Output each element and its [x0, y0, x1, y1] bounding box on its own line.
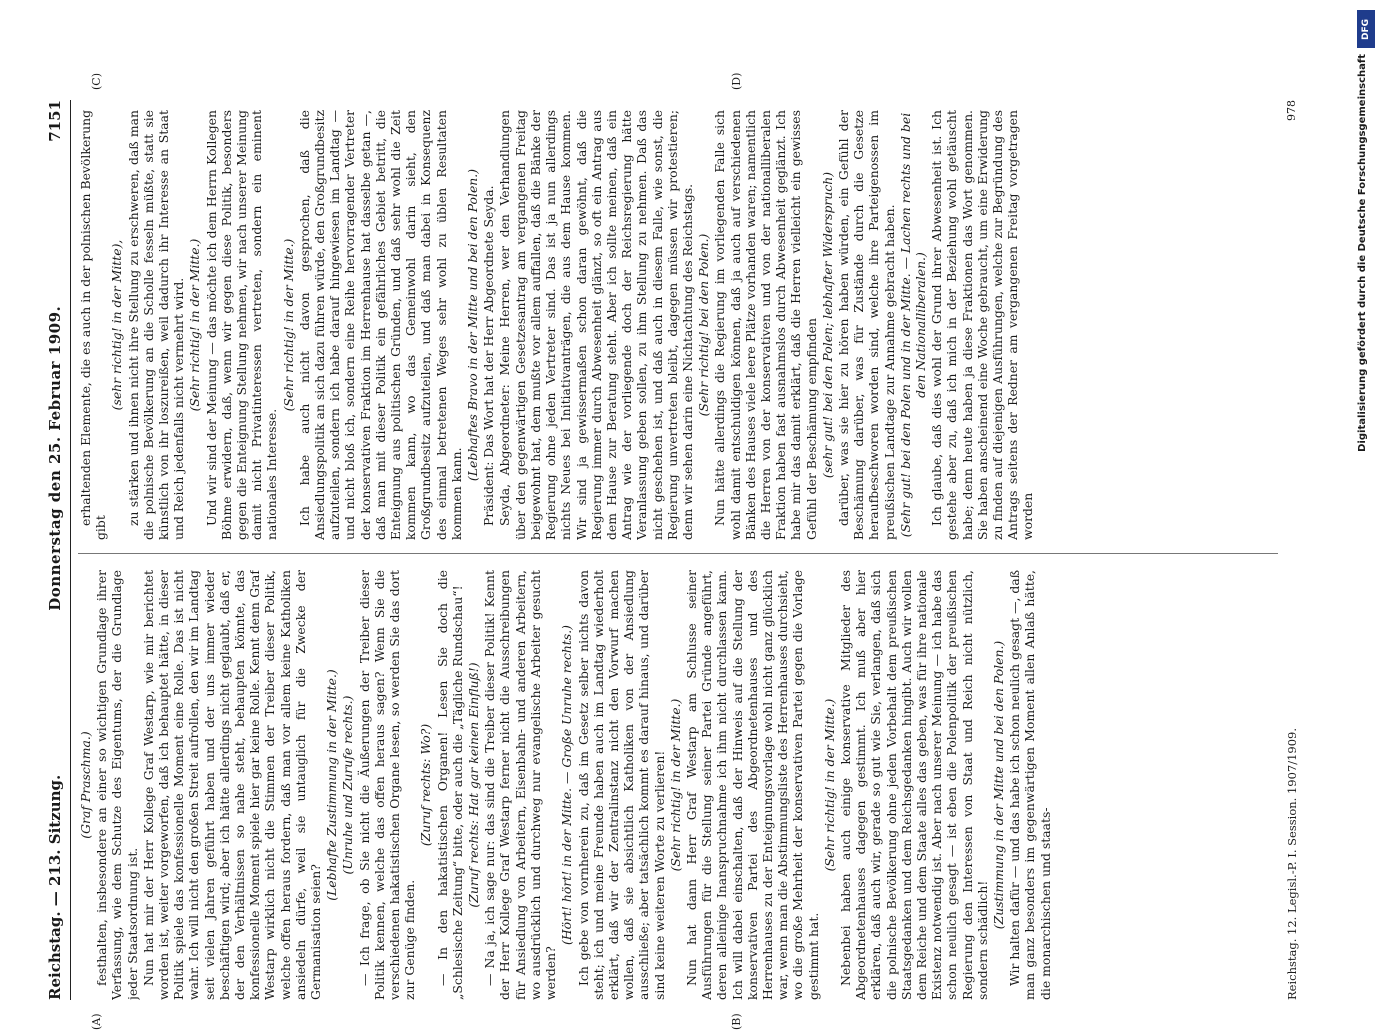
paragraph: (Hört! hört! in der Mitte. — Große Unruhe rechts.): [559, 624, 575, 946]
page-footer: [1285, 100, 1299, 1000]
header-left: Reichstag. — 213. Sitzung.: [46, 774, 64, 1000]
margin-mark-a: (A): [90, 1013, 103, 1030]
page-header: [40, 100, 71, 1000]
paragraph: Nebenbei haben auch einige konservative Mitglieder des Abgeordnetenhauses dagegen gestimmt. Ich muß aber hier erklären, daß auch wir, gerade so gut wie Sie, verlangen, daß sich die polnische Bevölkerung ohne jeden Vorbehalt dem preußischen Staatsgedanken und dem Reichsgedanken hingibt. Auch wir wollen dem Reiche und dem Staate alles das geben, was für ihre nationale Existenz notwendig ist. Aber nach unserer Meinung — ich habe das schon neulich gesagt — ist eben die Polenpolitik der preußischen Regierung den Interessen von Staat und Reich nicht nützlich, sondern schädlich!: [837, 570, 990, 1000]
dfg-logo: DFG: [1357, 10, 1375, 48]
paragraph: (Lebhaftes Bravo in der Mitte und bei den Polen.): [465, 168, 481, 482]
paragraph: (Lebhafte Zustimmung in der Mitte.): [324, 669, 340, 901]
paragraph: (Sehr richtig! in der Mitte.): [667, 698, 683, 872]
paragraph: Seyda, Abgeordneter: Meine Herren, wer den Verhandlungen über den gegenwärtigen Gesetzesantrag am vergangenen Freitag beigewohnt hat, dem mußte vor allem auffallen, daß die Bänke der Regierung ohne jeden Vertreter sind. Das ist ja nun allerdings nichts Neues bei Initiativanträgen, die aus dem Hause kommen. Wir sind ja gewissermaßen schon daran gewöhnt, daß die Regierung immer durch Abwesenheit glänzt, so oft ein Antrag aus dem Hause zur Beratung steht. Aber ich sollte meinen, daß ein Antrag wie der vorliegende doch der Reichsregierung hätte Veranlassung geben sollen, zu ihm Stellung zu nehmen. Daß das nicht geschehen ist, und daß auch in diesem Falle, wie sonst, die Regierung unvertreten bleibt, dagegen müssen wir protestieren; denn wir sehen darin eine Nichtachtung des Reichstags.: [497, 110, 695, 540]
paragraph: Präsident: Das Wort hat der Herr Abgeordnete Seyda.: [481, 185, 497, 526]
paragraph: Und wir sind der Meinung — das möchte ich dem Herrn Kollegen Böhme erwidern, daß, wenn wir gegen diese Politik, besonders gegen die Enteignung Stellung nehmen, wir nach unserer Meinung damit nicht Privatinteressen vertreten, sondern ein eminent nationales Interesse.: [203, 110, 280, 540]
paragraph: (Graf Praschma.): [78, 731, 93, 839]
column-divider: [78, 553, 1278, 554]
digitization-credit: [1355, 10, 1377, 990]
paragraph: zu stärken und ihnen nicht ihre Stellung zu erschweren, daß man die polnische Bevölkerung an die Scholle fesseln müßte, statt sie künstlich von ihr loszureißen, weil dadurch ihr Interesse an Staat und Reich jedenfalls nicht vermehrt wird.: [125, 110, 187, 540]
paragraph: (Unruhe und Zurufe rechts.): [340, 695, 356, 875]
margin-mark-d: (D): [730, 72, 743, 90]
paragraph: Nun hätte allerdings die Regierung im vorliegenden Falle sich wohl damit entschuldigen können, daß ja auch auf verschiedenen Bänken des Hauses viele leere Plätze vorhanden waren; namentlich die Herren von der konservativen und von der nationalliberalen Fraktion haben fast ausnahmslos durch Abwesenheit geglänzt. Ich habe mir das damit erklärt, daß die Herren vielleicht ein gewisses Gefühl der Beschämung empfinden: [712, 110, 819, 540]
paragraph: Wir halten dafür — und das habe ich schon neulich gesagt —, daß man ganz besonders im gegenwärtigen Moment allen Anlaß hätte, die monarchischen und staats-: [1007, 570, 1053, 1000]
paragraph: (Sehr richtig! in der Mitte.): [280, 238, 296, 412]
right-column: [78, 110, 1278, 540]
paragraph: (Sehr gut! bei den Polen und in der Mitte. — Lachen rechts und bei den Nationalliberalen.): [897, 112, 928, 538]
paragraph: festhalten, insbesondere an einer so wichtigen Grundlage ihrer Verfassung, wie dem Schutze des Eigentums, der die Grundlage jeder Staatsordnung ist.: [94, 570, 140, 1000]
paragraph: — In den hakatistischen Organen! Lesen Sie doch die „Schlesische Zeitung“ bitte, oder auch die „Tägliche Rundschau“!: [434, 570, 465, 1000]
paragraph: Ich gebe von vornherein zu, daß im Gesetz selber nichts davon steht; ich und meine Freunde haben auch im Landtag wiederholt erklärt, daß wir der Zentralinstanz nicht den Vorwurf machen wollen, daß sie absichtlich Katholiken von der Ansiedlung ausschließe; aber tatsächlich kommt es darauf hinaus, und darüber sind keine weiteren Worte zu verlieren!: [575, 570, 667, 1000]
paragraph: (Sehr richtig! bei den Polen.): [696, 233, 712, 417]
margin-mark-b: (B): [730, 1013, 743, 1030]
footer-session: Reichstag. 12. Legisl.-P. I. Session. 1907/1909.: [1285, 727, 1299, 1000]
paragraph: (Zuruf rechts: Hat gar keinen Einfluß!): [466, 662, 482, 908]
page-number: 7151: [46, 100, 64, 142]
paragraph: (Zustimmung in der Mitte und bei den Polen.): [990, 640, 1006, 930]
paragraph: (sehr gut! bei den Polen; lebhafter Widerspruch): [819, 171, 835, 479]
margin-mark-c: (C): [90, 73, 103, 90]
paragraph: Ich glaube, daß dies wohl der Grund ihrer Abwesenheit ist. Ich gestehe aber zu, daß ich mich in der Beziehung wohl getäuscht habe; denn heute haben ja diese Fraktionen das Wort genommen. Sie haben anscheinend eine Woche gebraucht, um eine Erwiderung zu finden auf diejenigen Ausführungen, welche zur Begründung des Antrags seitens der Redner am vergangenen Freitag vorgetragen worden: [929, 110, 1036, 540]
paragraph: — Na ja, ich sage nur: das sind die Treiber dieser Politik! Kennt der Herr Kollege Graf Westarp ferner nicht die Ausschreibungen für Ansiedlung von Arbeitern, Eisenbahn- und anderen Arbeitern, wo ausdrücklich und durchweg nur evangelische Arbeiter gesucht werden?: [482, 570, 559, 1000]
left-column: [78, 570, 1278, 1000]
paragraph: (sehr richtig! in der Mitte),: [109, 239, 125, 411]
paragraph: Ich habe auch nicht davon gesprochen, daß die Ansiedlungspolitik an sich dazu führen würde, den Großgrundbesitz aufzuteilen, sondern ich habe darauf hingewiesen im Landtag — und nicht bloß ich, sondern eine Reihe hervorragender Vertreter der konservativen Fraktion im Herrenhause hat dasselbe getan —, daß man mit dieser Politik ein gefährliches Gebiet betritt, die Enteignung aus politischen Gründen, und daß sehr wohl die Zeit kommen kann, wo das Gemeinwohl darin sieht, den Großgrundbesitz aufzuteilen, und daß man dabei in Konsequenz des einmal betretenen Weges sehr wohl zu üblen Resultaten kommen kann.: [296, 110, 464, 540]
credit-text: Digitalisierung gefördert durch die Deutsche Forschungsgemeinschaft: [1357, 54, 1368, 452]
paragraph: — Ich frage, ob Sie nicht die Äußerungen der Treiber dieser Politik kennen, welche das offen heraus sagen? Wenn Sie die verschiedenen hakatistischen Organe lesen, so werden Sie das dort zur Genüge finden.: [356, 570, 418, 1000]
paragraph: (Sehr richtig! in der Mitte.): [821, 698, 837, 872]
rotated-page: [40, 72, 1340, 1030]
paragraph: Nun hat dann Herr Graf Westarp am Schlusse seiner Ausführungen für die Stellung seiner Partei Gründe angeführt, deren alleinige Inanspruchnahme ich ihm nicht durchlassen kann. Ich will dabei einschalten, daß der Hinweis auf die Stellung der konservativen Partei des Abgeordnetenhauses und des Herrenhauses zu der Enteignungsvorlage wohl nicht ganz glücklich war, wenn man die Abstimmungsliste des Herrenhauses durchsieht, wo die große Mehrheit der konservativen Partei gegen die Vorlage gestimmt hat.: [683, 570, 821, 1000]
paragraph: Nun hat mir der Herr Kollege Graf Westarp, wie mir berichtet worden ist, weiter vorgeworfen, daß ich behauptet hätte, in dieser Politik spiele das konfessionelle Moment eine Rolle. Das ist nicht wahr. Ich will nicht den großen Streit aufrollen, den wir im Landtag seit vielen Jahren geführt haben und der uns immer wieder beschäftigen wird; aber ich hätte allerdings nicht geglaubt, daß er, der den Verhältnissen so nahe steht, behaupten könnte, das konfessionelle Moment spiele hier gar keine Rolle. Kennt denn Graf Westarp wirklich nicht die Stimmen der Treiber dieser Politik, welche offen heraus fordern, daß man vor allem keine Katholiken ansiedeln dürfe, weil sie untauglich für die Zwecke der Germanisation seien?: [140, 570, 324, 1000]
paragraph: darüber, was sie hier zu hören haben würden, ein Gefühl der Beschämung darüber, was für Zustände durch die Gesetze heraufbeschworen worden sind, welche ihre Parteigenossen im preußischen Landtage zur Annahme gebracht haben.: [835, 110, 897, 540]
header-date: Donnerstag den 25. Februar 1909.: [46, 305, 64, 611]
footer-sheet-number: 978: [1285, 100, 1298, 121]
paragraph: (Zuruf rechts: Wo?): [418, 723, 434, 847]
paragraph: (Sehr richtig! in der Mitte.): [187, 238, 203, 412]
paragraph: erhaltenden Elemente, die es auch in der polnischen Bevölkerung gibt: [78, 110, 109, 540]
